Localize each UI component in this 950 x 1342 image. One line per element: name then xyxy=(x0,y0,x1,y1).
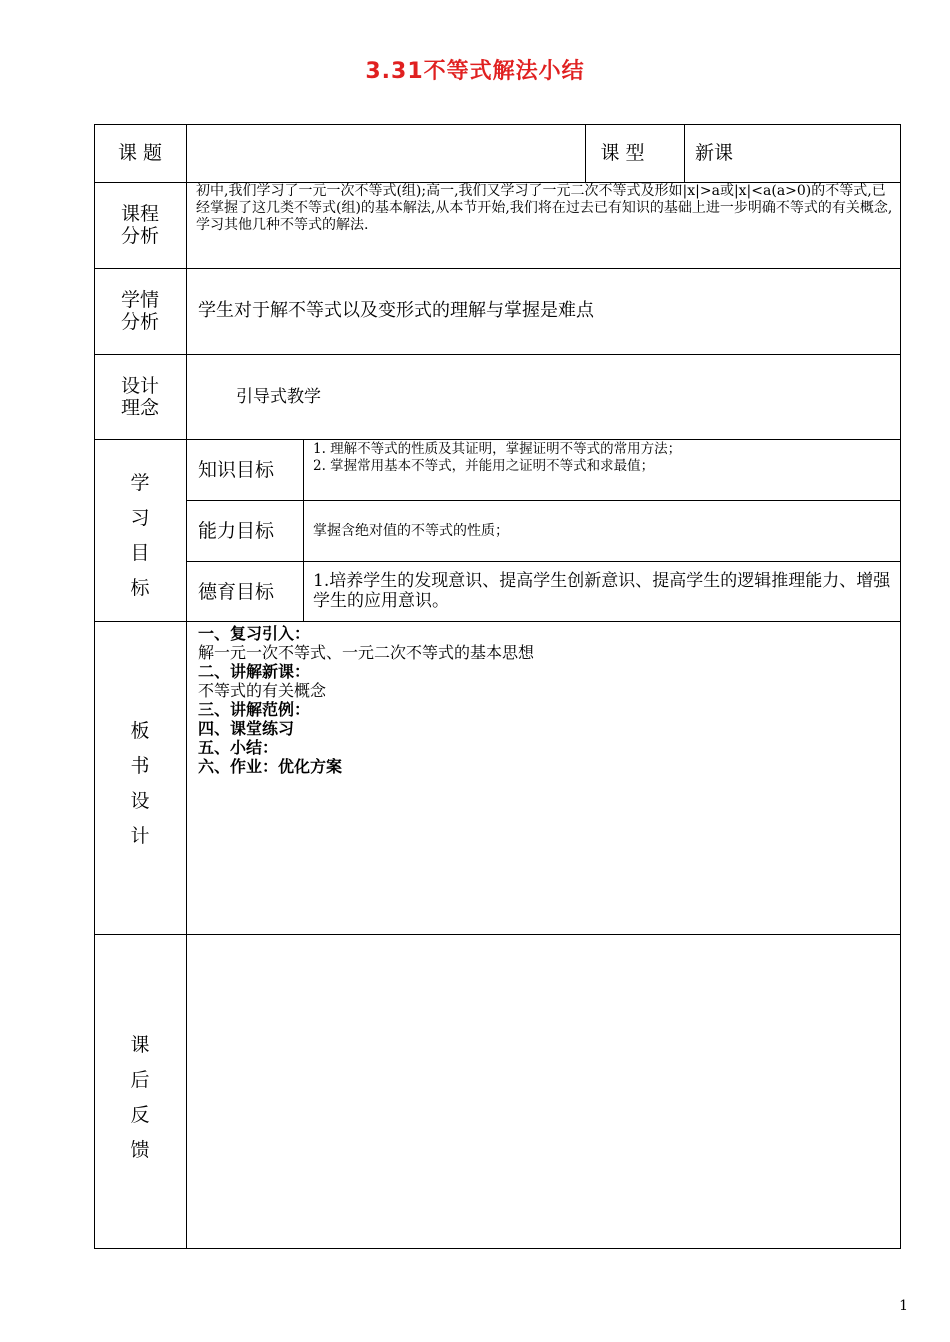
board-line: 不等式的有关概念 xyxy=(198,681,327,700)
board-line: 五、小结： xyxy=(198,738,279,757)
feedback-label: 课 后 反 馈 xyxy=(130,1034,150,1161)
board-line: 四、课堂练习 xyxy=(198,719,295,738)
student-analysis-label: 学情 分析 xyxy=(120,289,159,333)
board-line: 六、作业：优化方案 xyxy=(198,757,343,776)
goals-label: 学 习 目 标 xyxy=(130,472,150,599)
design-idea-label: 设计 理念 xyxy=(120,375,159,419)
knowledge-goal-line: 2. 掌握常用基本不等式，并能用之证明不等式和求最值； xyxy=(313,458,655,474)
board-line: 三、讲解范例： xyxy=(198,700,311,719)
board-design-label: 板 书 设 计 xyxy=(130,720,150,847)
topic-label: 课 题 xyxy=(117,142,163,164)
board-line: 二、讲解新课： xyxy=(198,662,311,681)
board-design-content xyxy=(198,624,888,776)
course-analysis-label: 课程 分析 xyxy=(120,203,159,247)
moral-goal-text: 1.培养学生的发现意识、提高学生创新意识、提高学生的逻辑推理能力、增强学生的应用意识。 xyxy=(313,571,891,611)
student-analysis-text: 学生对于解不等式以及变形式的理解与掌握是难点 xyxy=(198,300,594,321)
ability-goal-text: 掌握含绝对值的不等式的性质； xyxy=(313,523,509,539)
ability-goal-label: 能力目标 xyxy=(198,520,275,542)
knowledge-goal-text xyxy=(313,441,893,475)
document-title: 3.31不等式解法小结 xyxy=(365,59,585,84)
lesson-type-value: 新课 xyxy=(695,142,734,164)
knowledge-goal-label: 知识目标 xyxy=(198,459,275,481)
course-analysis-text: 初中,我们学习了一元一次不等式(组);高一,我们又学习了一元二次不等式及形如|x|>a或|x|<a(a>0)的不等式,已经掌握了这几类不等式(组)的基本解法,从本节开始,我们将在过去已有知识的基础上进一步明确不等式的有关概念,学习其他几种不等式的解法. xyxy=(196,183,893,233)
moral-goal-label: 德育目标 xyxy=(198,581,275,603)
knowledge-goal-line: 1. 理解不等式的性质及其证明，掌握证明不等式的常用方法； xyxy=(313,441,682,457)
board-line: 解一元一次不等式、一元二次不等式的基本思想 xyxy=(198,643,535,662)
design-idea-text: 引导式教学 xyxy=(236,387,321,407)
board-line: 一、复习引入： xyxy=(198,624,311,643)
page-number: 1 xyxy=(899,1298,908,1314)
lesson-type-label: 课 型 xyxy=(600,142,645,164)
